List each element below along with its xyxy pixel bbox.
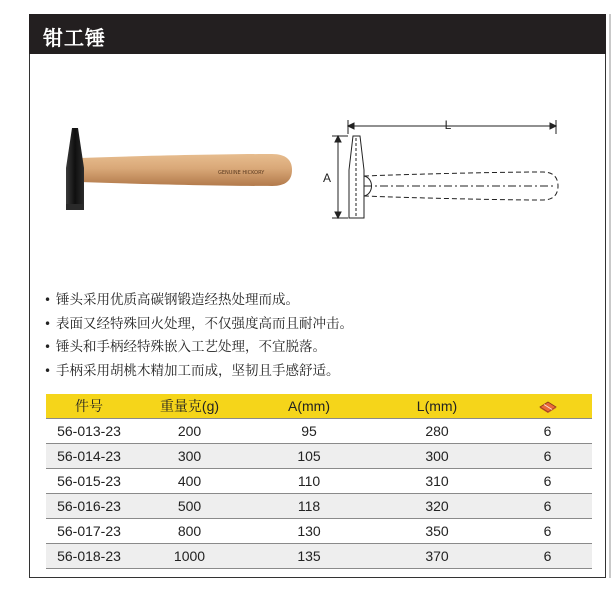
col-l: L(mm) — [371, 394, 503, 419]
hammer-photo — [58, 118, 298, 218]
feature-item: • 手柄采用胡桃木精加工而成，坚韧且手感舒适。 — [44, 360, 353, 384]
hammer-face — [66, 204, 84, 210]
bullet-icon: • — [44, 340, 52, 354]
table-row: 56-017-23 800 130 350 6 — [46, 519, 592, 544]
feature-list — [44, 289, 353, 383]
height-label: A — [323, 171, 332, 185]
col-weight: 重量克(g) — [132, 394, 247, 419]
table-row: 56-016-23 500 118 320 6 — [46, 494, 592, 519]
title-bar — [29, 14, 606, 54]
page-title: 钳工锤 — [43, 26, 106, 50]
table-header-row — [46, 394, 592, 419]
dimension-diagram — [318, 112, 568, 224]
feature-item: • 锤头采用优质高碳钢锻造经热处理而成。 — [44, 289, 353, 313]
col-a: A(mm) — [247, 394, 371, 419]
feature-item: • 锤头和手柄经特殊嵌入工艺处理，不宜脱落。 — [44, 336, 353, 360]
bullet-icon: • — [44, 293, 52, 307]
bullet-icon: • — [44, 363, 52, 378]
side-divider — [609, 14, 611, 578]
feature-item: • 表面又经特殊回火处理，不仅强度高而且耐冲击。 — [44, 313, 353, 337]
spec-table — [46, 394, 592, 569]
bullet-icon: • — [44, 316, 52, 331]
table-row: 56-015-23 400 110 310 6 — [46, 469, 592, 494]
table-row: 56-013-23 200 95 280 6 — [46, 419, 592, 444]
package-icon — [538, 400, 558, 414]
col-part-number: 件号 — [46, 394, 132, 419]
col-package — [503, 394, 592, 419]
handle-imprint: GENUINE HICKORY — [218, 170, 265, 176]
length-label: L — [444, 118, 452, 132]
hammer-head — [66, 128, 84, 210]
table-row: 56-014-23 300 105 300 6 — [46, 444, 592, 469]
table-row: 56-018-23 1000 135 370 6 — [46, 544, 592, 569]
